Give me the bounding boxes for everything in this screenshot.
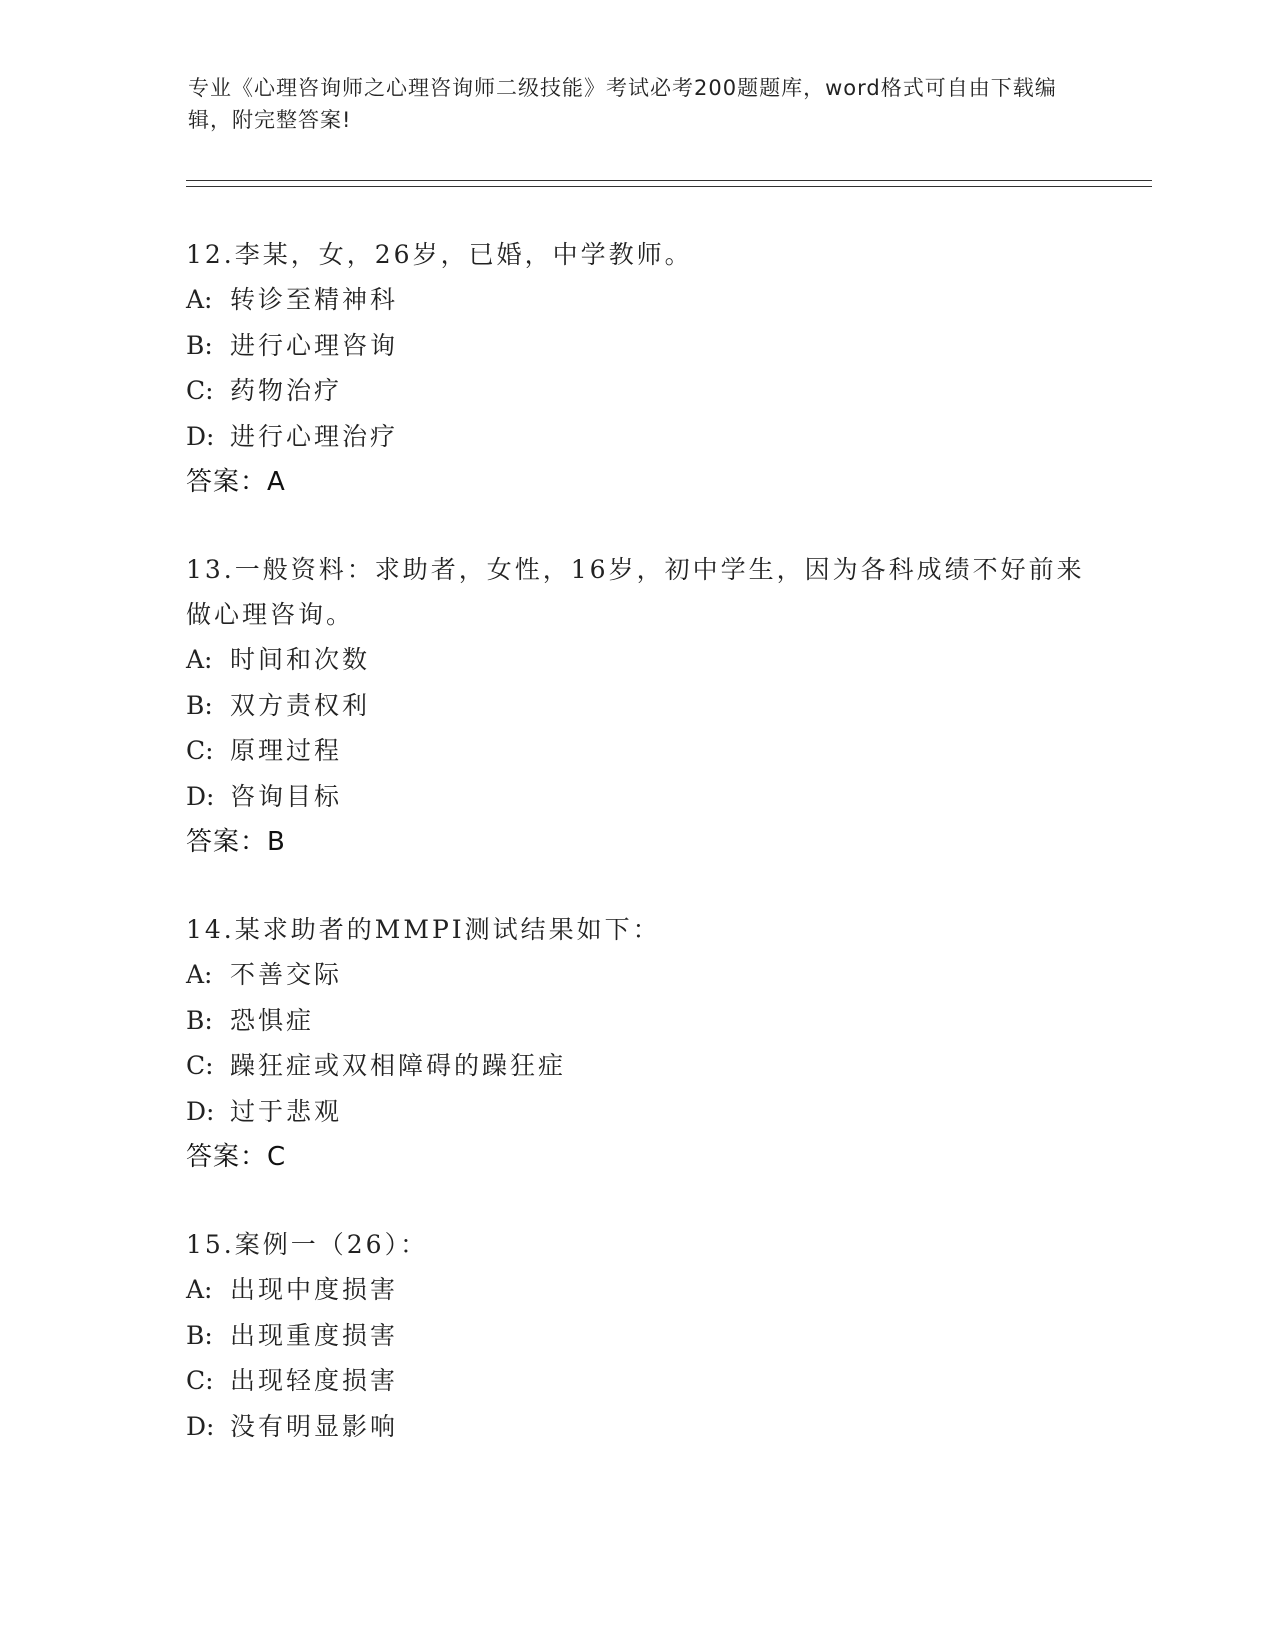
option-text: 药物治疗	[230, 376, 343, 405]
option-a	[186, 1267, 1086, 1313]
option-c	[186, 1043, 1086, 1089]
option-text: 出现轻度损害	[230, 1366, 399, 1395]
option-letter: A:	[186, 1275, 213, 1304]
header-divider-top	[186, 180, 1152, 181]
option-text: 咨询目标	[230, 781, 343, 811]
option-letter: C:	[186, 1366, 214, 1395]
option-text: 时间和次数	[230, 645, 371, 674]
option-c	[186, 1358, 1086, 1404]
answer-line: 答案：C	[186, 1142, 287, 1172]
option-b	[186, 323, 1086, 369]
option-c	[186, 728, 1086, 774]
option-text: 过于悲观	[230, 1096, 343, 1126]
option-letter: D:	[186, 781, 215, 811]
option-text: 原理过程	[230, 736, 343, 765]
option-letter: C:	[186, 736, 214, 765]
option-text: 躁狂症或双相障碍的躁狂症	[230, 1051, 567, 1080]
option-letter: B:	[186, 1320, 213, 1350]
option-letter: B:	[186, 690, 213, 720]
option-text: 转诊至精神科	[230, 285, 399, 314]
document-header: 专业《心理咨询师之心理咨询师二级技能》考试必考200题题库，word格式可自由下载编辑，附完整答案!	[188, 76, 1057, 132]
option-text: 进行心理咨询	[230, 330, 399, 360]
option-letter: A:	[186, 285, 213, 314]
option-letter: B:	[186, 330, 213, 360]
question-15	[186, 1222, 1086, 1449]
question-stem: 14.某求助者的MMPI测试结果如下：	[186, 915, 661, 944]
option-b	[186, 1313, 1086, 1359]
option-letter: D:	[186, 421, 215, 451]
option-a	[186, 952, 1086, 998]
option-a	[186, 277, 1086, 323]
option-d	[186, 774, 1086, 820]
option-text: 双方责权利	[230, 690, 371, 720]
question-stem: 12.李某，女，26岁，已婚，中学教师。	[186, 240, 693, 269]
question-stem: 15.案例一（26）：	[186, 1230, 429, 1259]
option-d	[186, 1089, 1086, 1135]
option-text: 没有明显影响	[230, 1411, 399, 1441]
option-b	[186, 683, 1086, 729]
option-letter: A:	[186, 960, 213, 989]
header-divider-bottom	[186, 186, 1152, 187]
option-letter: C:	[186, 1051, 214, 1080]
option-d	[186, 414, 1086, 460]
question-list	[186, 232, 1086, 1491]
option-d	[186, 1404, 1086, 1450]
question-14	[186, 907, 1086, 1180]
option-a	[186, 637, 1086, 683]
option-letter: D:	[186, 1411, 215, 1441]
option-text: 出现中度损害	[230, 1275, 399, 1304]
question-stem: 13.一般资料：求助者，女性，16岁，初中学生，因为各科成绩不好前来做心理咨询。	[186, 555, 1085, 629]
option-c	[186, 368, 1086, 414]
option-letter: C:	[186, 376, 214, 405]
question-13	[186, 547, 1086, 865]
option-text: 不善交际	[230, 960, 343, 989]
option-letter: D:	[186, 1096, 215, 1126]
option-letter: A:	[186, 645, 213, 674]
option-letter: B:	[186, 1005, 213, 1035]
option-text: 恐惧症	[230, 1005, 315, 1035]
option-text: 进行心理治疗	[230, 421, 399, 451]
answer-line: 答案：A	[186, 467, 286, 497]
option-b	[186, 998, 1086, 1044]
option-text: 出现重度损害	[230, 1320, 399, 1350]
question-12	[186, 232, 1086, 505]
answer-line: 答案：B	[186, 827, 286, 857]
